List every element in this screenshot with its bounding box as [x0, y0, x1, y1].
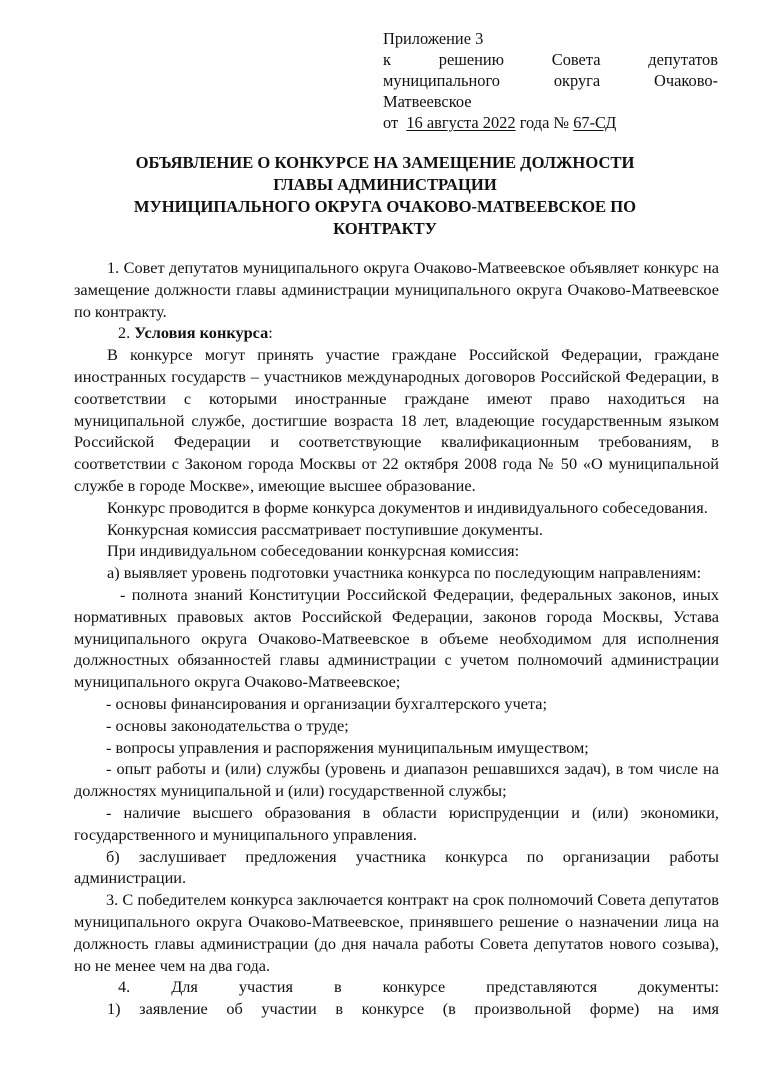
- paragraph-3: 3. С победителем конкурса заключается контракт на срок полномочий Совета депутатов муниципального округа Очаково-Матвеевское, принявшего решение о назначении лица на должность главы администрации (до дня начала работы Совета депутатов нового созыва), но не менее чем на два года.: [74, 890, 719, 975]
- list-item-dash: - опыт работы и (или) службы (уровень и диапазон решавшихся задач), в том числе на должностях муниципальной и (или) государственной службы;: [74, 759, 719, 801]
- annex-line-3: [383, 70, 718, 91]
- annex-line-1: Приложение 3: [383, 29, 484, 48]
- annex-date-line: [383, 112, 718, 133]
- document-body: [74, 257, 719, 1020]
- section-number: 2.: [118, 323, 131, 343]
- paragraph-1: 1. Совет депутатов муниципального округа Очаково-Матвеевское объявляет конкурс на замещение должности главы администрации муниципального округа Очаково-Матвеевское по контракту.: [74, 258, 719, 321]
- paragraph-form: Конкурс проводится в форме конкурса документов и индивидуального собеседования.: [107, 497, 708, 517]
- document-title: [90, 152, 680, 240]
- title-line: ГЛАВЫ АДМИНИСТРАЦИИ: [273, 175, 497, 194]
- list-item-a: а) выявляет уровень подготовки участника конкурса по последующим направлениям:: [107, 563, 702, 583]
- annex-word: решению: [438, 50, 504, 69]
- annex-date-prefix: от: [383, 113, 399, 132]
- title-line: КОНТРАКТУ: [333, 219, 437, 238]
- title-line: ОБЪЯВЛЕНИЕ О КОНКУРСЕ НА ЗАМЕЩЕНИЕ ДОЛЖНОСТИ: [135, 153, 635, 172]
- annex-date-middle: года №: [519, 113, 570, 132]
- list-item-dash: - полнота знаний Конституции Российской Федерации, федеральных законов, иных нормативных правовых актов Российской Федерации, законов города Москвы, Устава муниципального округа Очаково-Матвеевское в объеме необходимом для исполнения должностных обязанностей главы администрации с учетом полномочий администрации муниципального округа Очаково-Матвеевское;: [74, 584, 719, 692]
- annex-word: Совета: [551, 50, 601, 69]
- section-2-heading: [74, 322, 719, 344]
- list-item-b: б) заслушивает предложения участника конкурса по организации работы администрации.: [74, 846, 719, 888]
- annex-line-4: Матвеевское: [383, 92, 472, 111]
- annex-date: 16 августа 2022: [406, 113, 516, 132]
- annex-word: Очаково-: [654, 71, 718, 90]
- paragraph-conditions: В конкурсе могут принять участие граждане Российской Федерации, граждане иностранных государств – участников международных договоров Российской Федерации, в соответствии с которыми иностранные граждане имеют право находиться на муниципальной службе, достигшие возраста 18 лет, владеющие государственным языком Российской Федерации и соответствующие квалификационным требованиям, в соответствии с Законом города Москвы от 22 октября 2008 года № 50 «О муниципальной службе в городе Москве», имеющие высшее образование.: [74, 345, 719, 495]
- list-item-dash: - вопросы управления и распоряжения муниципальным имуществом;: [106, 737, 589, 757]
- annex-line-2: [383, 49, 718, 70]
- paragraph-4: 4. Для участия в конкурсе представляются документы:: [118, 977, 719, 997]
- title-line: МУНИЦИПАЛЬНОГО ОКРУГА ОЧАКОВО-МАТВЕЕВСКОЕ ПО: [133, 197, 637, 216]
- annex-word: муниципального: [383, 71, 500, 90]
- annex-word: округа: [553, 71, 601, 90]
- annex-word: депутатов: [648, 50, 718, 69]
- section-heading-text: Условия конкурса: [134, 323, 269, 343]
- annex-block: [383, 28, 718, 133]
- annex-number: 67-СД: [573, 113, 617, 132]
- paragraph-commission: Конкурсная комиссия рассматривает поступившие документы.: [107, 519, 543, 539]
- list-item-1: 1) заявление об участии в конкурсе (в произвольной форме) на имя: [107, 999, 719, 1019]
- annex-word: к: [383, 50, 391, 69]
- heading-colon: :: [268, 323, 273, 343]
- paragraph-interview: При индивидуальном собеседовании конкурсная комиссия:: [107, 541, 520, 561]
- list-item-dash: - основы законодательства о труде;: [106, 715, 349, 735]
- list-item-dash: - наличие высшего образования в области юриспруденции и (или) экономики, государственного и муниципального управления.: [74, 802, 719, 844]
- list-item-dash: - основы финансирования и организации бухгалтерского учета;: [106, 693, 548, 713]
